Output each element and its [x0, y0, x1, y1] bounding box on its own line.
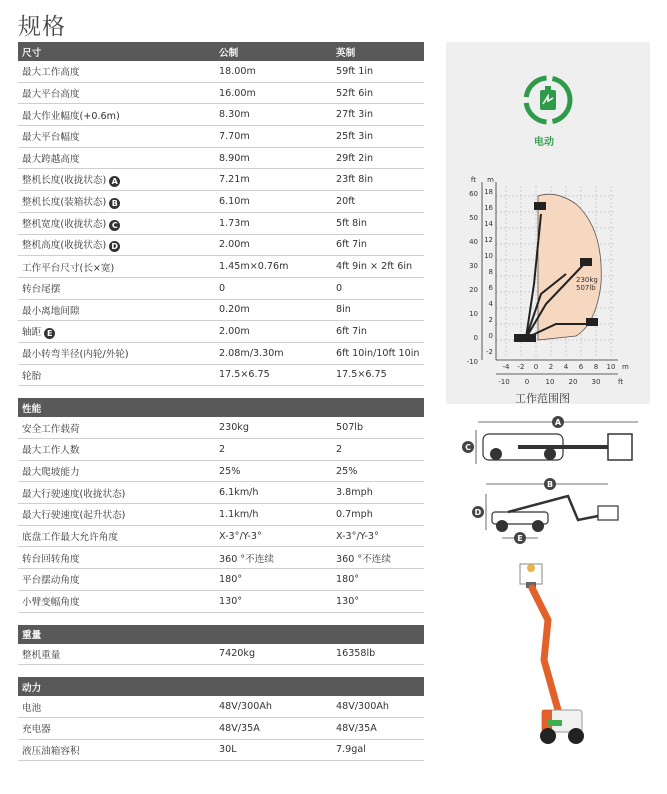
- dimension-row: [18, 104, 424, 126]
- performance-row: [18, 547, 424, 569]
- dimension-metric: 6.10m: [215, 191, 332, 213]
- performance-metric: 1.1km/h: [215, 504, 332, 526]
- performance-label: [18, 417, 215, 438]
- row-label-text: 最大跨越高度: [22, 154, 80, 166]
- spec-tables: [18, 42, 424, 761]
- x-m-tick-label: 4: [563, 363, 569, 371]
- performance-imperial: 360 °不连续: [332, 547, 424, 569]
- power-row: [18, 717, 424, 739]
- weight-imperial: 16358lb: [332, 644, 424, 665]
- y-ft-tick-label: -10: [466, 358, 478, 366]
- performance-metric: 2: [215, 439, 332, 461]
- y-m-tick-label: 4: [488, 300, 493, 308]
- electric-eco-icon: [518, 70, 578, 130]
- range-caption: 工作范围图: [515, 392, 570, 405]
- dimension-imperial: 6ft 7in: [332, 321, 424, 343]
- y-ft-tick-label: 50: [469, 214, 478, 222]
- row-label-text: 最大作业幅度(+0.6m): [22, 110, 120, 122]
- y-m-tick-label: -2: [486, 348, 493, 356]
- row-label-text: 最大行驶速度(收拢状态): [22, 488, 126, 500]
- dimension-imperial: 23ft 8in: [332, 169, 424, 191]
- x-m-tick-label: -2: [517, 363, 525, 371]
- performance-row: [18, 525, 424, 547]
- performance-label: [18, 590, 215, 612]
- dimension-imperial: 4ft 9in × 2ft 6in: [332, 256, 424, 278]
- x-ft-tick-label: 0: [524, 378, 530, 386]
- performance-metric: 180°: [215, 569, 332, 591]
- page-title: 规格: [18, 14, 66, 40]
- row-label-text: 整机宽度(收拢状态): [22, 218, 107, 230]
- performance-row: [18, 569, 424, 591]
- dimension-row: [18, 82, 424, 104]
- dimension-row: [18, 256, 424, 278]
- x-m-tick-label: 8: [593, 363, 599, 371]
- power-imperial: 48V/300Ah: [332, 696, 424, 717]
- dim-b-label: B: [546, 480, 554, 489]
- dimension-row: [18, 277, 424, 299]
- performance-label: [18, 439, 215, 461]
- x-ft-tick-label: 10: [545, 378, 555, 386]
- header-metric: 公制: [215, 42, 332, 61]
- y-m-tick-label: 10: [484, 252, 493, 260]
- power-metric: 48V/35A: [215, 717, 332, 739]
- working-range-chart: [446, 174, 650, 394]
- dimension-table: [18, 42, 424, 386]
- x-m-tick-label: 6: [578, 363, 584, 371]
- performance-metric: 360 °不连续: [215, 547, 332, 569]
- dimension-metric: 0: [215, 277, 332, 299]
- dimension-imperial: 5ft 8in: [332, 212, 424, 234]
- dimension-metric: 1.73m: [215, 212, 332, 234]
- dimension-imperial: 52ft 6in: [332, 82, 424, 104]
- dimension-metric: 16.00m: [215, 82, 332, 104]
- dimension-metric: 2.00m: [215, 234, 332, 256]
- dimension-row: [18, 191, 424, 213]
- power-row: [18, 739, 424, 761]
- performance-label: [18, 569, 215, 591]
- row-label-text: 工作平台尺寸(长×宽): [22, 262, 115, 274]
- x-m-tick-label: -4: [502, 363, 510, 371]
- dimension-label: [18, 364, 215, 386]
- performance-imperial: 130°: [332, 590, 424, 612]
- performance-imperial: 2: [332, 439, 424, 461]
- dimension-label: [18, 256, 215, 278]
- performance-row: [18, 439, 424, 461]
- row-label-text: 整机长度(收拢状态): [22, 175, 107, 187]
- dimension-row: [18, 364, 424, 386]
- dimension-label: [18, 61, 215, 82]
- row-label-text: 安全工作载荷: [22, 423, 80, 435]
- performance-row: [18, 504, 424, 526]
- power-metric: 30L: [215, 739, 332, 761]
- weight-table: [18, 625, 424, 666]
- dimension-row: [18, 169, 424, 191]
- y-ft-tick-label: 10: [469, 310, 478, 318]
- load-label-1: 230kg: [576, 276, 598, 284]
- dimension-label: [18, 126, 215, 148]
- row-label-text: 底盘工作最大允许角度: [22, 532, 118, 544]
- performance-metric: 230kg: [215, 417, 332, 438]
- row-label-text: 最大工作高度: [22, 67, 80, 79]
- y-m-tick-label: 14: [484, 220, 493, 228]
- side-view-diagram: [458, 476, 658, 546]
- power-header: 动力: [18, 677, 424, 696]
- row-label-text: 转台尾摆: [22, 284, 61, 296]
- row-label-text: 最大平台幅度: [22, 132, 80, 144]
- weight-label: [18, 644, 215, 665]
- dimension-label: [18, 277, 215, 299]
- row-label-text: 转台回转角度: [22, 553, 80, 565]
- dimension-metric: 17.5×6.75: [215, 364, 332, 386]
- performance-imperial: 25%: [332, 460, 424, 482]
- dimension-row: [18, 147, 424, 169]
- dimension-metric: 2.08m/3.30m: [215, 342, 332, 364]
- performance-header: 性能: [18, 398, 424, 417]
- performance-imperial: 0.7mph: [332, 504, 424, 526]
- dim-a-label: A: [554, 418, 562, 427]
- dimension-imperial: 25ft 3in: [332, 126, 424, 148]
- dimension-metric: 0.20m: [215, 299, 332, 321]
- weight-row: [18, 644, 424, 665]
- row-label-text: 电池: [22, 702, 42, 714]
- dimension-row: [18, 61, 424, 82]
- x-m-unit: m: [622, 363, 629, 371]
- x-m-tick-label: 0: [533, 363, 539, 371]
- y-ft-tick-label: 30: [469, 262, 478, 270]
- boom-lift-illustration: [518, 560, 598, 750]
- y-ft-tick-label: 0: [473, 334, 478, 342]
- row-label-text: 小臂变幅角度: [22, 597, 80, 609]
- y-ft-tick-label: 40: [469, 238, 478, 246]
- performance-row: [18, 460, 424, 482]
- load-label-2: 507lb: [576, 284, 596, 292]
- y-m-tick-label: 8: [488, 268, 493, 276]
- dimension-row: [18, 212, 424, 234]
- row-label-text: 液压油箱容积: [22, 745, 80, 757]
- row-label-text: 充电器: [22, 724, 51, 736]
- dimension-label: [18, 104, 215, 126]
- row-label-text: 最大工作人数: [22, 445, 80, 457]
- axis-unit-m: m: [487, 176, 494, 184]
- power-imperial: 48V/35A: [332, 717, 424, 739]
- dimension-label: [18, 321, 215, 343]
- dimension-label: [18, 191, 215, 213]
- dimension-metric: 8.30m: [215, 104, 332, 126]
- dimension-badge: E: [44, 328, 55, 339]
- performance-table: [18, 398, 424, 612]
- performance-label: [18, 460, 215, 482]
- dimension-badge: D: [109, 241, 120, 252]
- row-label-text: 最小离地间隙: [22, 305, 80, 317]
- power-imperial: 7.9gal: [332, 739, 424, 761]
- dimension-imperial: 17.5×6.75: [332, 364, 424, 386]
- power-row: [18, 696, 424, 717]
- y-m-tick-label: 2: [488, 316, 493, 324]
- dimension-label: [18, 299, 215, 321]
- row-label-text: 整机高度(收拢状态): [22, 240, 107, 252]
- dimension-label: [18, 212, 215, 234]
- dimension-imperial: 0: [332, 277, 424, 299]
- dimension-imperial: 8in: [332, 299, 424, 321]
- performance-label: [18, 547, 215, 569]
- dimension-badge: B: [109, 198, 120, 209]
- row-label-text: 轴距: [22, 327, 42, 339]
- x-ft-tick-label: 20: [568, 378, 578, 386]
- dimension-imperial: 59ft 1in: [332, 61, 424, 82]
- header-dimension: 尺寸: [18, 42, 215, 61]
- dimension-row: [18, 234, 424, 256]
- weight-metric: 7420kg: [215, 644, 332, 665]
- eco-label: 电动: [534, 137, 554, 148]
- dimension-row: [18, 342, 424, 364]
- row-label-text: 最小转弯半径(内轮/外轮): [22, 349, 129, 361]
- row-label-text: 最大平台高度: [22, 89, 80, 101]
- weight-header-row: [18, 625, 424, 644]
- performance-label: [18, 525, 215, 547]
- x-ft-tick-label: 30: [591, 378, 601, 386]
- y-m-tick-label: 12: [484, 236, 493, 244]
- dimension-badge: A: [109, 176, 120, 187]
- performance-label: [18, 482, 215, 504]
- dimension-imperial: 20ft: [332, 191, 424, 213]
- dimension-metric: 7.70m: [215, 126, 332, 148]
- dimension-label: [18, 82, 215, 104]
- x-ft-unit: ft: [618, 378, 624, 386]
- performance-row: [18, 417, 424, 438]
- dimension-metric: 8.90m: [215, 147, 332, 169]
- dimension-label: [18, 234, 215, 256]
- dimension-imperial: 29ft 2in: [332, 147, 424, 169]
- dim-d-label: D: [474, 508, 482, 517]
- performance-imperial: 180°: [332, 569, 424, 591]
- performance-imperial: X-3°/Y-3°: [332, 525, 424, 547]
- dimension-header-row: [18, 42, 424, 61]
- dimension-metric: 18.00m: [215, 61, 332, 82]
- row-label-text: 最大爬坡能力: [22, 467, 80, 479]
- performance-metric: X-3°/Y-3°: [215, 525, 332, 547]
- power-label: [18, 717, 215, 739]
- dimension-label: [18, 147, 215, 169]
- weight-header: 重量: [18, 625, 424, 644]
- y-m-tick-label: 18: [484, 188, 493, 196]
- dim-c-label: C: [465, 443, 471, 452]
- dimension-row: [18, 299, 424, 321]
- row-label-text: 整机长度(装箱状态): [22, 196, 107, 208]
- row-label-text: 最大行驶速度(起升状态): [22, 510, 126, 522]
- top-view-diagram: [458, 412, 658, 467]
- performance-metric: 25%: [215, 460, 332, 482]
- axis-unit-ft: ft: [470, 176, 476, 184]
- performance-header-row: [18, 398, 424, 417]
- y-ft-tick-label: 20: [469, 286, 478, 294]
- x-ft-tick-label: -10: [498, 378, 510, 386]
- dimension-badge: C: [109, 220, 120, 231]
- x-m-tick-label: 10: [606, 363, 616, 371]
- row-label-text: 平台摆动角度: [22, 575, 80, 587]
- y-m-tick-label: 6: [488, 284, 493, 292]
- performance-metric: 6.1km/h: [215, 482, 332, 504]
- header-imperial: 英制: [332, 42, 424, 61]
- power-label: [18, 739, 215, 761]
- power-label: [18, 696, 215, 717]
- dimension-imperial: 6ft 10in/10ft 10in: [332, 342, 424, 364]
- y-ft-tick-label: 60: [469, 190, 478, 198]
- range-panel: [446, 42, 650, 404]
- dimension-imperial: 6ft 7in: [332, 234, 424, 256]
- dimension-row: [18, 126, 424, 148]
- power-table: [18, 677, 424, 761]
- dimension-row: [18, 321, 424, 343]
- performance-label: [18, 504, 215, 526]
- performance-row: [18, 482, 424, 504]
- power-header-row: [18, 677, 424, 696]
- performance-imperial: 507lb: [332, 417, 424, 438]
- dimension-metric: 2.00m: [215, 321, 332, 343]
- row-label-text: 轮胎: [22, 370, 42, 382]
- dimension-metric: 1.45m×0.76m: [215, 256, 332, 278]
- row-label-text: 整机重量: [22, 649, 61, 661]
- performance-metric: 130°: [215, 590, 332, 612]
- y-m-tick-label: 0: [488, 332, 493, 340]
- x-m-tick-label: 2: [548, 363, 554, 371]
- dim-e-label: E: [517, 534, 523, 543]
- performance-imperial: 3.8mph: [332, 482, 424, 504]
- y-m-tick-label: 16: [484, 204, 493, 212]
- dimension-imperial: 27ft 3in: [332, 104, 424, 126]
- dimension-label: [18, 342, 215, 364]
- performance-row: [18, 590, 424, 612]
- dimension-metric: 7.21m: [215, 169, 332, 191]
- power-metric: 48V/300Ah: [215, 696, 332, 717]
- dimension-label: [18, 169, 215, 191]
